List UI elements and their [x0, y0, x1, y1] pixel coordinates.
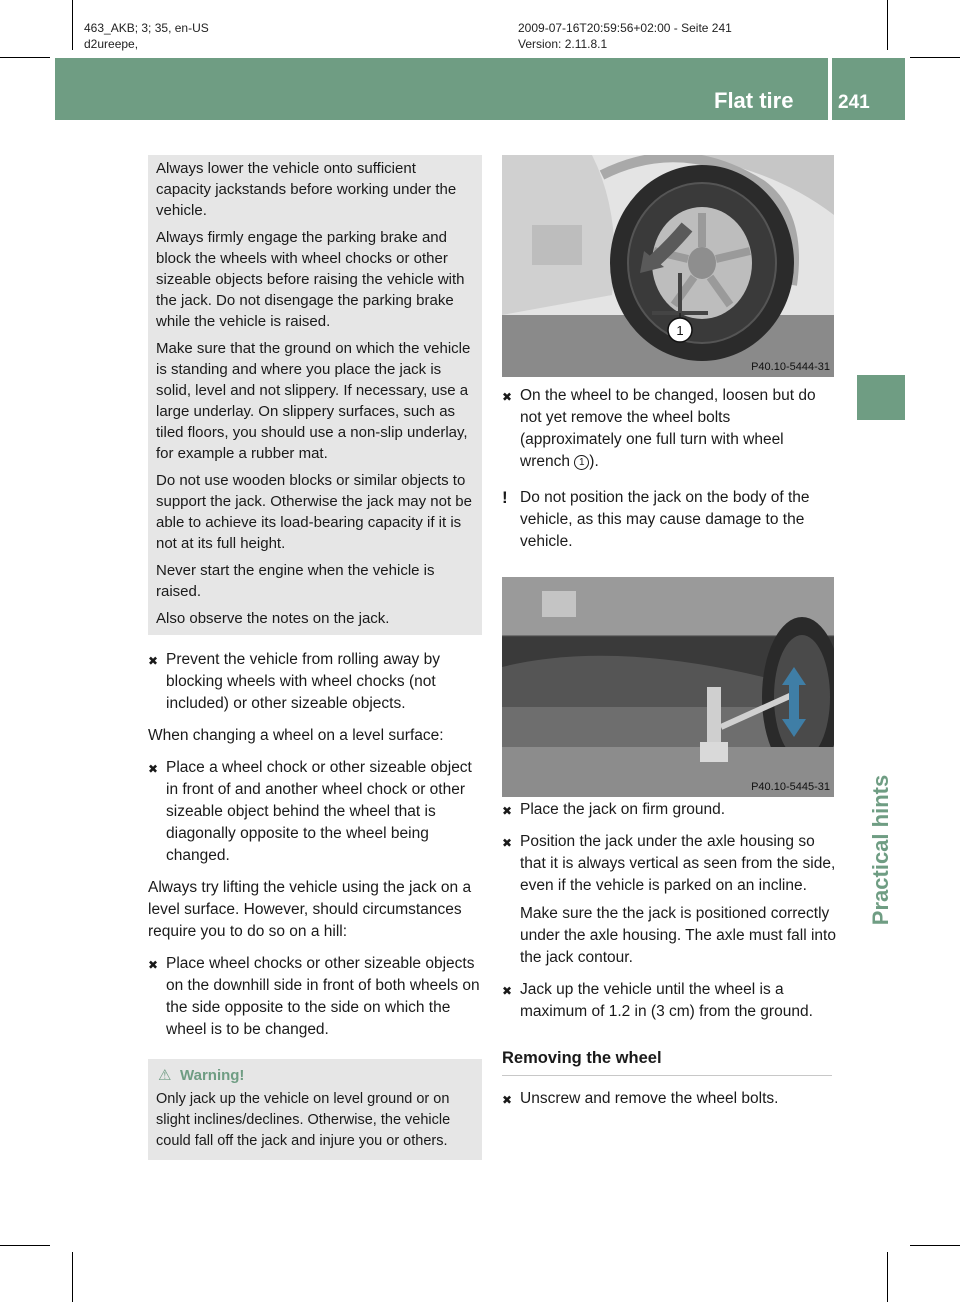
- instruction-step: [502, 1088, 836, 1110]
- instruction-step: [148, 649, 482, 715]
- step-text: Place a wheel chock or other sizeable object in front of and another wheel chock or other sizeable object behind the wheel that is diagonally opposite to the wheel being changed.: [166, 759, 472, 864]
- figure-wheel-wrench: [502, 155, 834, 377]
- left-column: [148, 155, 482, 1160]
- note-paragraph: Also observe the notes on the jack.: [156, 610, 390, 627]
- right-column: [502, 385, 836, 1120]
- note-paragraph: Make sure that the ground on which the vehicle is standing and where you place the jack is solid, level and not slippery. If necessary, use a large underlay. On slippery surfaces, such as tiled floors, you should use a non-slip underlay, for example a rubber mat.: [156, 340, 471, 462]
- step-text: On the wheel to be changed, loosen but do not yet remove the wheel bolts (approximately one full turn with wheel wrench: [520, 387, 816, 470]
- meta-line: Version: 2.11.8.1: [518, 37, 608, 51]
- meta-line: 463_AKB; 3; 35, en-US: [84, 21, 209, 35]
- note-paragraph: Always firmly engage the parking brake and block the wheels with wheel chocks or other sizeable objects before raising the vehicle with the jack. Do not disengage the parking brake while the vehicle is raised.: [156, 229, 465, 330]
- crop-mark: [887, 1252, 888, 1302]
- step-text: Position the jack under the axle housing so that it is always vertical as seen from the side, even if the vehicle is parked on an incline.: [520, 833, 836, 894]
- callout-number: 1: [676, 323, 684, 338]
- meta-line: 2009-07-16T20:59:56+02:00 - Seite 241: [518, 21, 732, 35]
- note-paragraph: Never start the engine when the vehicle is raised.: [156, 562, 435, 600]
- instruction-step: [502, 799, 836, 821]
- step-text: Place wheel chocks or other sizeable objects on the downhill side in front of both wheels on the side opposite to the side on which the wheel is to be changed.: [166, 955, 480, 1038]
- callout-number: 1: [574, 455, 589, 470]
- step-text: Prevent the vehicle from rolling away by blocking wheels with wheel chocks (not included) or other sizeable objects.: [166, 651, 440, 712]
- header-separator: [828, 58, 832, 120]
- warning-triangle-icon: ⚠: [158, 1067, 172, 1084]
- caution-note: [502, 487, 836, 553]
- page-number: 241: [838, 92, 870, 113]
- step-arrow-icon: ✖: [148, 958, 159, 972]
- instruction-step: [502, 831, 836, 969]
- caution-text: Do not position the jack on the body of the vehicle, as this may cause damage to the vehicle.: [520, 489, 810, 550]
- wheel-wrench-illustration: [502, 155, 834, 377]
- step-arrow-icon: ✖: [502, 836, 513, 850]
- crop-mark: [910, 57, 960, 58]
- step-subtext: Make sure the the jack is positioned correctly under the axle housing. The axle must fall into the jack contour.: [520, 905, 836, 966]
- crop-mark: [72, 0, 73, 50]
- step-arrow-icon: ✖: [148, 762, 159, 776]
- figure-code: P40.10-5445-31: [751, 781, 830, 793]
- paragraph: Always try lifting the vehicle using the jack on a level surface. However, should circumstances require you to do so on a hill:: [148, 879, 472, 940]
- step-arrow-icon: ✖: [502, 984, 513, 998]
- step-text: Jack up the vehicle until the wheel is a maximum of 1.2 in (3 cm) from the ground.: [520, 981, 813, 1020]
- side-section-label-text: Practical hints: [868, 774, 893, 926]
- figure-spacer: [502, 563, 836, 799]
- crop-mark: [0, 57, 50, 58]
- meta-line: d2ureepe,: [84, 37, 139, 51]
- instruction-step: [148, 953, 482, 1041]
- warning-title: [156, 1065, 474, 1087]
- note-paragraph: Always lower the vehicle onto sufficient capacity jackstands before working under the vehicle.: [156, 160, 457, 219]
- instruction-step: [502, 385, 836, 473]
- paragraph: When changing a wheel on a level surface:: [148, 727, 444, 744]
- side-section-label: [860, 700, 902, 1000]
- step-arrow-icon: ✖: [502, 804, 513, 818]
- crop-mark: [72, 1252, 73, 1302]
- step-text: Place the jack on firm ground.: [520, 801, 726, 818]
- instruction-step: [148, 757, 482, 867]
- crop-mark: [887, 0, 888, 50]
- side-tab: [857, 375, 905, 420]
- instruction-step: [502, 979, 836, 1023]
- safety-note-box: [148, 155, 482, 635]
- exclamation-icon: !: [502, 488, 508, 507]
- warning-text: Only jack up the vehicle on level ground or on slight inclines/declines. Otherwise, the vehicle could fall off the jack and injure you or others.: [156, 1091, 451, 1149]
- step-arrow-icon: ✖: [502, 390, 513, 404]
- crop-mark: [0, 1245, 50, 1246]
- print-meta-right: [518, 20, 732, 52]
- warning-title-text: Warning!: [180, 1067, 245, 1084]
- step-arrow-icon: ✖: [502, 1093, 513, 1107]
- note-paragraph: Do not use wooden blocks or similar objects to support the jack. Otherwise the jack may not be able to achieve its load-bearing capacity if it is not at its full height.: [156, 472, 472, 552]
- print-meta-left: [84, 20, 209, 52]
- step-arrow-icon: ✖: [148, 654, 159, 668]
- section-heading: Removing the wheel: [502, 1047, 832, 1076]
- figure-code: P40.10-5444-31: [751, 361, 830, 373]
- step-text: Unscrew and remove the wheel bolts.: [520, 1090, 779, 1107]
- step-text: ).: [589, 453, 599, 470]
- warning-box: [148, 1059, 482, 1160]
- page-title: Flat tire: [714, 88, 794, 113]
- crop-mark: [910, 1245, 960, 1246]
